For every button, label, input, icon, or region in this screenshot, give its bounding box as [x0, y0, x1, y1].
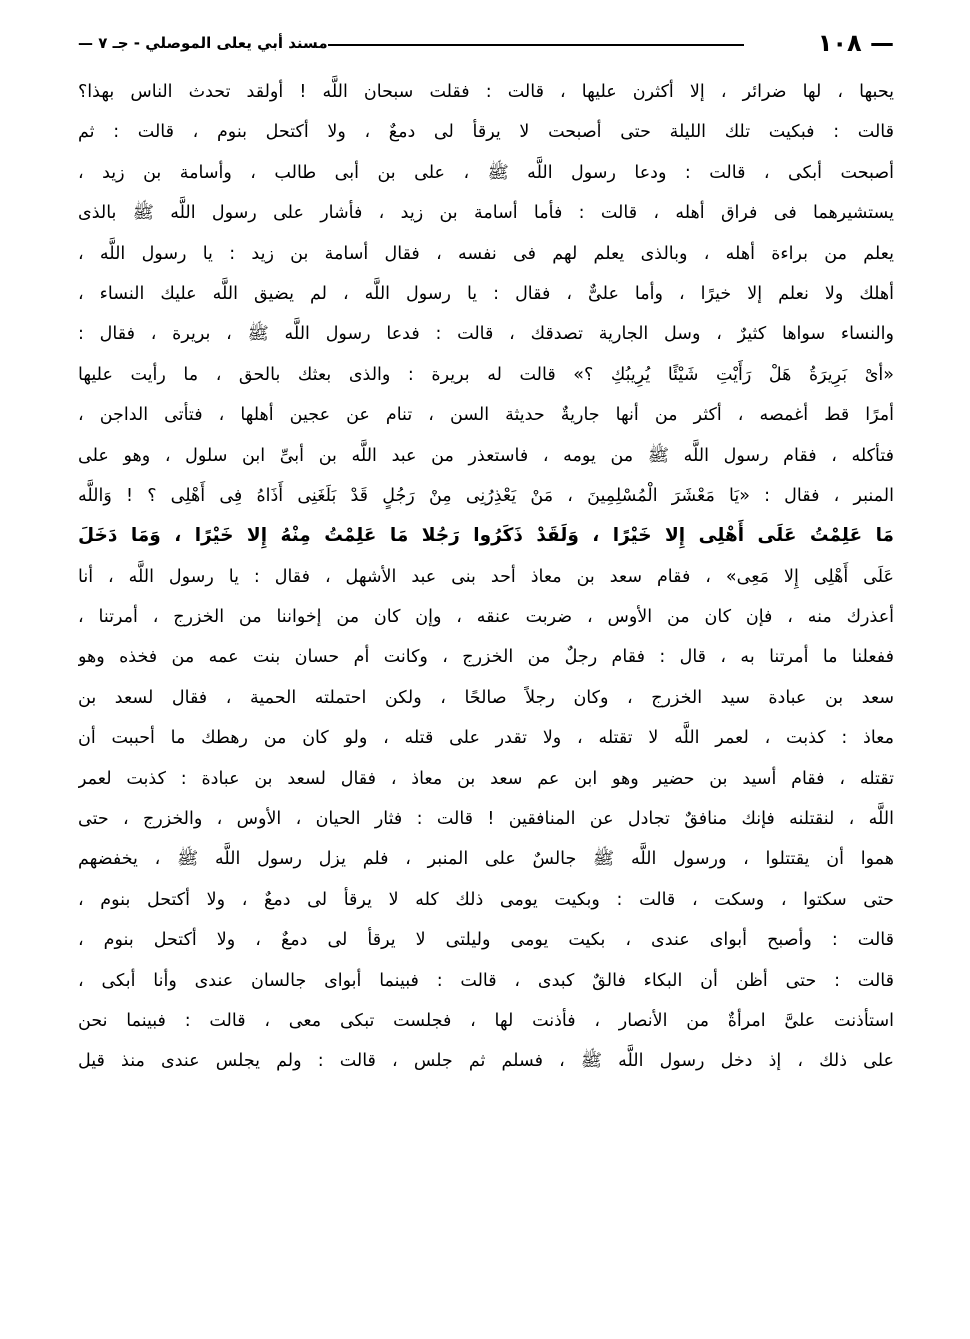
text-line: تقتله ، فقام أسيد بن حضير وهو ابن عم سعد بن معاذ ، فقال لسعد بن عبادة : كذبت لعمر: [78, 768, 894, 789]
text-line: على ذلك ، إذ دخل رسول اللَّه ﷺ ، فسلم ثم جلس ، قالت : ولم يجلس عندى منذ قيل: [78, 1051, 894, 1072]
text-line: سعد بن عبادة سيد الخزرج ، وكان رجلاً صالحًا ، ولكن احتملته الحمية ، فقال لسعد بن: [78, 687, 894, 708]
text-line: معاذ : كذبت ، لعمر اللَّه لا تقتله ، ولا تقدر على قتله ، ولو كان من رهطك ما أحببت أن: [78, 728, 894, 749]
text-line: قالت : فبكيت تلك الليلة حتى أصبحت لا يرقأ لى دمعٌ ، ولا أكتحل بنوم ، قالت : ثم: [78, 122, 894, 143]
text-line: عَلَى أَهْلِى إِلا مَعِى» ، فقام سعد بن معاذ أحد بنى عبد الأشهل ، فقال : يا رسول اللَّه ، أنا: [78, 566, 894, 587]
text-line: يستشيرهما فى فراق أهله ، قالت : فأما أسامة بن زيد ، فأشار على رسول اللَّه ﷺ بالذى: [78, 203, 894, 224]
running-head: [78, 28, 894, 58]
text-line: أهلك ولا نعلم إلا خيرًا ، وأما علىٌّ ، فقال : يا رسول اللَّه ، لم يضيق اللَّه عليك النساء ،: [78, 283, 894, 304]
text-line: هموا أن يقتتلوا ، ورسول اللَّه ﷺ جالسٌ على المنبر ، فلم يزل رسول اللَّه ﷺ ، يخفضهم: [78, 849, 894, 870]
header-rule: [328, 44, 744, 46]
text-line: أعذرك منه ، فإن كان من الأوس ، ضربت عنقه ، وإن كان من إخواننا من الخزرج ، أمرتنا ،: [78, 607, 894, 628]
text-line: أصبحت أبكى ، قالت : ودعا رسول اللَّه ﷺ ، على بن أبى طالب ، وأسامة بن زيد ،: [78, 162, 894, 183]
text-line: قالت : وأصبح أبواى عندى ، بكيت يومى وليلتى لا يرقأ لى دمعٌ ، ولا أكتحل بنوم ،: [78, 930, 894, 951]
text-line: «أىْ بَرِيرَةُ هَلْ رَأَيْتِ شَيْئًا يُرِيبُكِ ؟» قالت له بريرة : والذى بعثك بالحق ، ما رأيت عليها: [78, 364, 894, 385]
text-line: يحبها ، لها ضرائر ، إلا أكثرن عليها ، قالت : فقلت سبحان اللَّه ! أولقد تحدث الناس بهذا؟: [78, 82, 894, 102]
page-number: — ١٠٨: [817, 29, 894, 57]
text-line: حتى سكتوا ، وسكت ، قالت : وبكيت يومى ذلك كله لا يرقأ لى دمعٌ ، ولا أكتحل بنوم ،: [78, 889, 894, 910]
text-line: يعلم من براءة أهله ، وبالذى يعلم لهم فى نفسه ، فقال أسامة بن زيد : يا رسول اللَّه ،: [78, 243, 894, 264]
hadith-quote-line: مَا عَلِمْتُ عَلَى أَهْلِى إِلا خَيْرًا ، وَلَقَدْ ذَكَرُوا رَجُلا مَا عَلِمْتُ مِنْهُ إِلا خَيْرًا ، وَمَا دَخَلَ: [78, 525, 894, 547]
text-line: والنساء سواها كثيرٌ ، وسل الجارية تصدقك ، قالت : فدعا رسول اللَّه ﷺ ، بريرة ، فقال :: [78, 324, 894, 345]
text-line: استأذنت علىَّ امرأةٌ من الأنصار ، فأذنت لها ، فجلست تبكى معى ، قالت : فبينما نحن: [78, 1010, 894, 1031]
text-line: قالت : حتى أظن أن البكاء فالقٌ كبدى ، قالت : فبينما أبواى جالسان عندى وأنا أبكى ،: [78, 970, 894, 991]
text-line: اللَّه ، لنقتلنه فإنك منافقٌ تجادل عن المنافقين ! قالت : فثار الحيان ، الأوس ، والخزرج ، حتى: [78, 809, 894, 830]
text-line: ففعلنا ما أمرتنا به ، قال : فقام رجلٌ من الخزرج ، وكانت أم حسان بنت عمه من فخذه وهو: [78, 647, 894, 668]
book-page: [78, 28, 894, 1308]
text-line: أمرًا قط أغمصه ، أكثر من أنها جاريةٌ حديثة السن ، تنام عن عجين أهلها ، فتأتى الداجن ،: [78, 405, 894, 426]
text-line: فتأكله ، فقام رسول اللَّه ﷺ من يومه ، فاستعذر من عبد اللَّه بن أبىِّ ابن سلول ، وهو على: [78, 445, 894, 466]
text-line: المنبر ، فقال : «يَا مَعْشَرَ الْمُسْلِمِينَ ، مَنْ يَعْذِرُنِى مِنْ رَجُلٍ قَدْ بَلَغَنِى أَذَاهُ فِى أَهْلِى ؟ ! وَاللَّه: [78, 485, 894, 506]
running-title: مسند أبي يعلى الموصلي - جـ ٧ —: [78, 34, 328, 52]
body-text: [78, 72, 894, 1082]
